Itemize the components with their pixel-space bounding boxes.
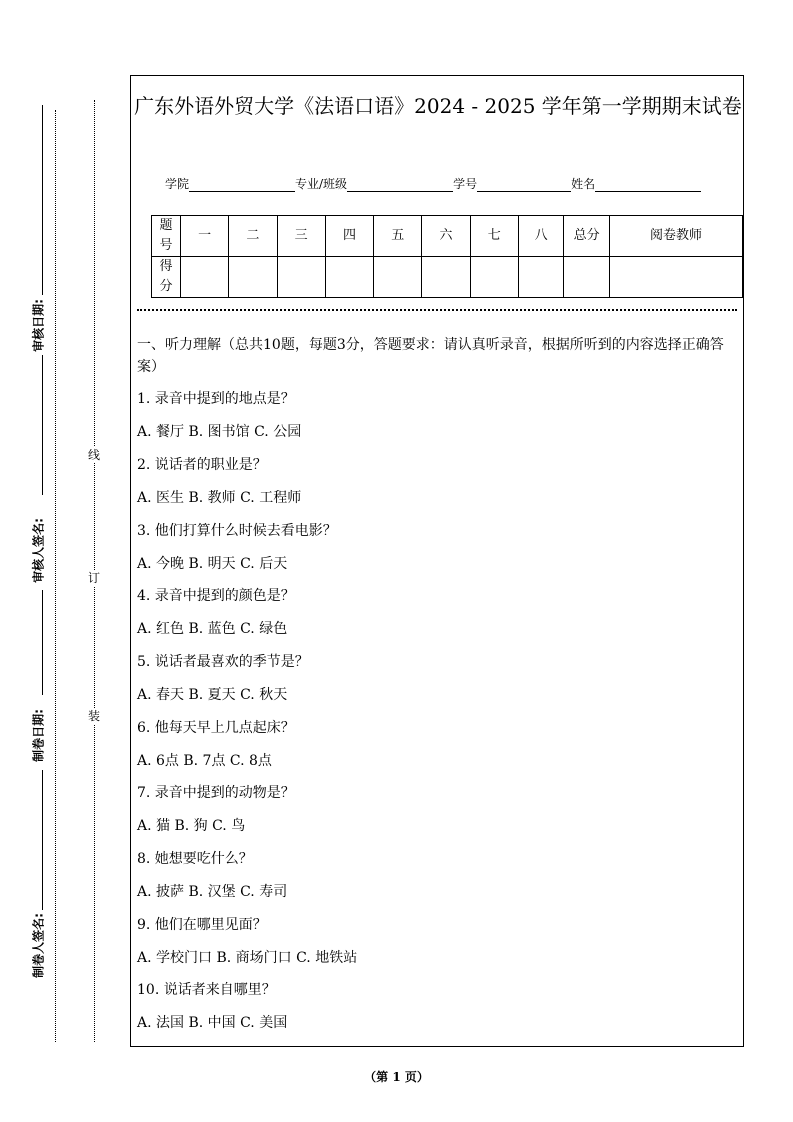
score-cell[interactable] [325,257,373,298]
question: 7. 录音中提到的动物是？ [137,785,295,801]
name-label: 姓名 [571,177,596,191]
answer-options: A. 披萨 B. 汉堡 C. 寿司 [137,884,288,900]
score-cell[interactable] [180,257,228,298]
score-cell[interactable] [518,257,564,298]
column-header: 五 [374,216,422,257]
column-header: 七 [470,216,518,257]
answer-options: A. 餐厅 B. 图书馆 C. 公园 [137,424,302,440]
binding-mark-xian: 线 [87,448,100,462]
column-header: 一 [180,216,228,257]
answer-options: A. 6点 B. 7点 C. 8点 [137,753,272,769]
score-table [151,215,743,298]
row-label-score: 得分 [152,257,181,298]
college-label: 学院 [165,177,190,191]
column-header: 总分 [564,216,610,257]
answer-options: A. 医生 B. 教师 C. 工程师 [137,490,302,506]
answer-options: A. 法国 B. 中国 C. 美国 [137,1015,288,1031]
question: 8. 她想要吃什么？ [137,851,253,867]
score-cell[interactable] [422,257,470,298]
answer-options: A. 今晚 B. 明天 C. 后天 [137,556,288,572]
column-header: 三 [277,216,325,257]
score-header-row [152,216,743,257]
answer-options: A. 春天 B. 夏天 C. 秋天 [137,687,288,703]
signature-line [42,590,43,695]
major-class-label: 专业/班级 [295,177,348,191]
score-cell[interactable] [229,257,277,298]
dotted-binding-line [55,110,56,1042]
answer-options: A. 红色 B. 蓝色 C. 绿色 [137,621,288,637]
score-cell[interactable] [277,257,325,298]
score-cell[interactable] [564,257,610,298]
question: 6. 他每天早上几点起床？ [137,720,295,736]
exam-frame [130,75,744,1047]
student-id-field[interactable] [477,179,571,192]
score-cell[interactable] [609,257,742,298]
dotted-separator [137,309,737,311]
name-field[interactable] [595,179,701,192]
section-heading: 一、听力理解（总共10题，每题3分，答题要求：请认真听录音，根据所听到的内容选择正确答案） [137,337,724,375]
question: 4. 录音中提到的颜色是？ [137,588,295,604]
column-header: 四 [325,216,373,257]
column-header: 二 [229,216,277,257]
major-class-field[interactable] [347,179,453,192]
exam-title: 广东外语外贸大学《法语口语》2024 - 2025 学年第一学期期末试卷 [134,94,742,118]
column-header-grader: 阅卷教师 [609,216,742,257]
answer-options: A. 学校门口 B. 商场门口 C. 地铁站 [137,950,358,966]
score-row [152,257,743,298]
signature-line [42,105,43,295]
column-header: 六 [422,216,470,257]
binding-mark-ding: 订 [87,571,100,585]
signature-line [42,355,43,495]
answer-options: A. 猫 B. 狗 C. 鸟 [137,818,246,834]
question: 10. 说话者来自哪里？ [137,982,276,998]
signature-line [42,770,43,910]
college-field[interactable] [189,179,295,192]
student-id-label: 学号 [453,177,478,191]
question: 9. 他们在哪里见面？ [137,917,267,933]
row-label-question-no: 题号 [152,216,181,257]
score-cell[interactable] [374,257,422,298]
student-info-row [165,175,701,192]
question: 1. 录音中提到的地点是？ [137,391,295,407]
score-cell[interactable] [470,257,518,298]
binding-mark-zhuang: 装 [87,709,100,723]
question: 5. 说话者最喜欢的季节是？ [137,654,309,670]
question: 3. 他们打算什么时候去看电影？ [137,523,337,539]
question: 2. 说话者的职业是？ [137,457,267,473]
column-header: 八 [518,216,564,257]
page-number: （第 1 页） [364,1070,429,1084]
